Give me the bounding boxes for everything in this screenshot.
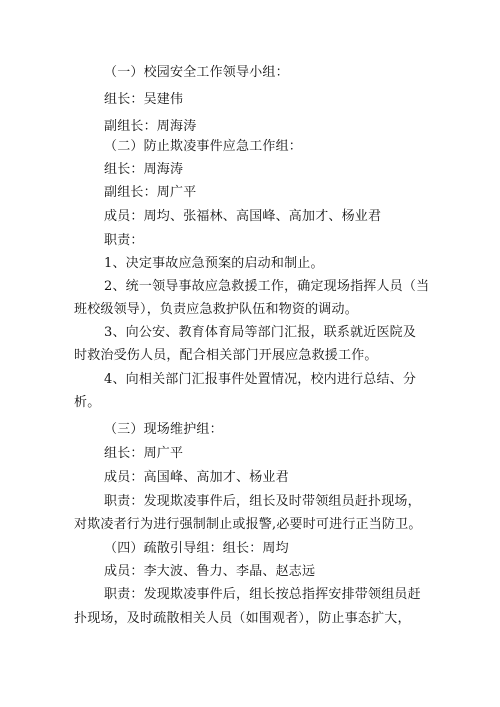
section-heading-safety-leadership: （一）校园安全工作领导小组： [104,65,289,80]
section-heading-site-maintenance: （三）现场维护组： [104,422,223,437]
text-line: 析。 [74,395,101,410]
text-line: 扑现场，及时疏散相关人员（如围观者），防止事态扩大， [74,611,411,626]
section-heading-anti-bullying: （二）防止欺凌事件应急工作组： [104,139,303,154]
text-line: 副组长：周广平 [104,185,197,200]
text-line: 成员：李大波、鲁力、李晶、赵志远 [104,564,316,579]
text-line: 职责：发现欺凌事件后，组长按总指挥安排带领组员赶 [104,587,421,602]
text-line: 班校级领导），负责应急救护队伍和物资的调动。 [74,302,358,317]
text-line: 4、向相关部门汇报事件处置情况，校内进行总结、分 [104,372,417,387]
text-line: 成员：周均、张福林、高国峰、高加才、杨业君 [104,209,382,224]
text-line: 组长：周广平 [104,446,184,461]
text-line: 对欺凌者行为进行强制制止或报警,必要时可进行正当防卫。 [74,517,422,532]
text-line: 2、统一领导事故应急救援工作，确定现场指挥人员（当 [104,279,430,294]
text-line: 组长：周海涛 [104,162,184,177]
section-heading-evacuation: （四）疏散引导组：组长：周均 [104,541,289,556]
text-line: 3、向公安、教育体育局等部门汇报，联系就近医院及 [104,325,417,340]
text-line: 职责：发现欺凌事件后，组长及时带领组员赶扑现场， [104,494,421,509]
text-line: 副组长：周海涛 [104,119,197,134]
text-line: 成员：高国峰、高加才、杨业君 [104,470,289,485]
text-line: 组长：吴建伟 [104,92,184,107]
text-line: 1、决定事故应急预案的启动和制止。 [104,256,324,271]
text-line: 时救治受伤人员，配合相关部门开展应急救援工作。 [74,348,378,363]
text-line: 职责： [104,233,144,248]
